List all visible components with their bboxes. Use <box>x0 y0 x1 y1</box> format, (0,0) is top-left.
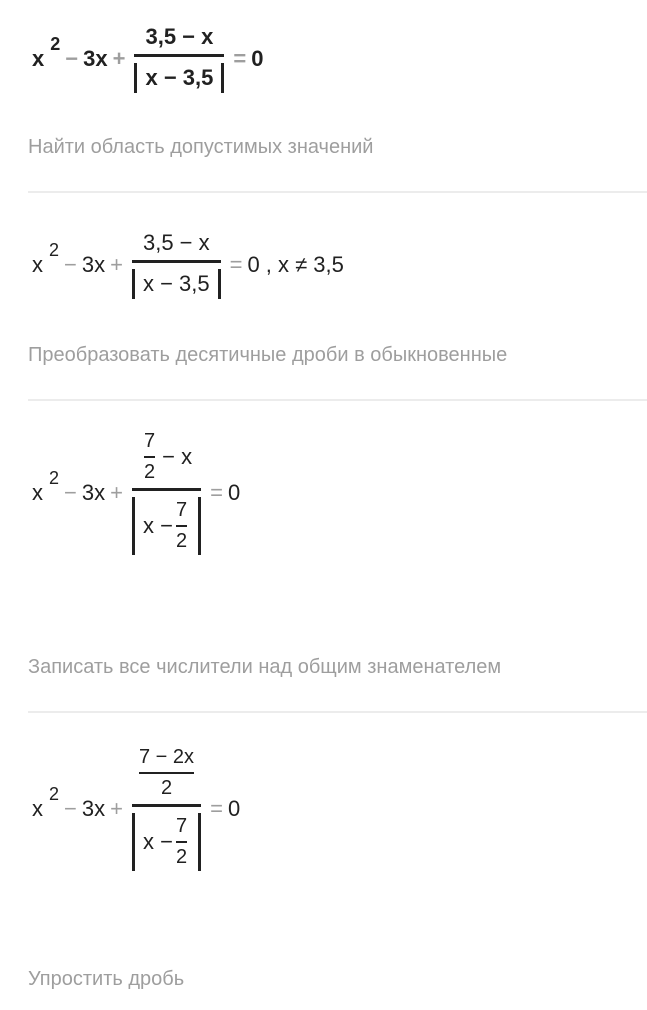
step-caption[interactable]: Упростить дробь <box>28 968 185 990</box>
fraction-bar <box>176 841 187 843</box>
term-3x: 3x <box>81 795 106 821</box>
numerator: 3,5 − x <box>142 230 210 255</box>
rhs-value: 0 <box>247 251 260 277</box>
fraction <box>134 24 224 93</box>
rhs-value: 0 <box>251 45 264 71</box>
term-3x: 3x <box>81 251 106 277</box>
numerator-fraction <box>144 430 155 484</box>
rhs-value: 0 <box>227 795 241 821</box>
step-caption[interactable]: Записать все числители над общим знаменателем <box>28 656 502 678</box>
denominator-fraction-top: 7 <box>175 499 188 521</box>
equals-sign: = <box>210 479 223 505</box>
denominator-fraction-bottom: 2 <box>175 846 188 868</box>
equation <box>32 24 263 93</box>
numerator-fraction <box>139 746 194 800</box>
fraction <box>132 746 201 871</box>
step-caption[interactable]: Найти область допустимых значений <box>28 136 374 158</box>
denominator-head: x − <box>142 513 173 538</box>
equation <box>32 230 344 299</box>
divider <box>28 191 647 193</box>
variable-x: x <box>32 45 45 71</box>
fraction-bar <box>132 488 201 491</box>
divider <box>28 711 647 713</box>
denominator: x − 3,5 <box>145 65 214 90</box>
minus-sign: − <box>64 479 77 505</box>
denominator-fraction-bottom: 2 <box>175 530 188 552</box>
denominator-fraction <box>176 499 187 553</box>
fraction <box>132 430 201 555</box>
equals-sign: = <box>229 251 243 277</box>
plus-sign: + <box>110 479 123 505</box>
variable-x: x <box>32 479 43 505</box>
fraction-bar <box>176 525 187 527</box>
fraction-bar <box>134 54 224 57</box>
numerator <box>141 430 192 484</box>
domain-condition: , x ≠ 3,5 <box>265 251 344 277</box>
denominator-fraction-top: 7 <box>175 815 188 837</box>
numerator-fraction-top: 7 − 2x <box>139 746 195 768</box>
numerator-fraction-bottom: 2 <box>143 461 156 483</box>
fraction <box>132 230 221 299</box>
fraction-bar <box>132 804 201 807</box>
exponent: 2 <box>49 240 60 260</box>
minus-sign: − <box>64 251 77 277</box>
minus-sign: − <box>65 45 79 71</box>
absolute-value <box>134 63 224 93</box>
absolute-value <box>132 813 201 871</box>
plus-sign: + <box>112 45 126 71</box>
exponent: 2 <box>49 468 60 488</box>
fraction-bar <box>144 456 155 458</box>
plus-sign: + <box>110 795 123 821</box>
absolute-value <box>132 269 221 299</box>
numerator-tail: − x <box>162 444 193 469</box>
variable-x: x <box>32 251 43 277</box>
numerator <box>136 746 197 800</box>
fraction-bar <box>139 772 194 774</box>
equation <box>32 746 240 871</box>
exponent: 2 <box>50 34 61 54</box>
equals-sign: = <box>210 795 223 821</box>
equation <box>32 430 240 555</box>
equals-sign: = <box>233 45 247 71</box>
term-3x: 3x <box>81 479 106 505</box>
fraction-bar <box>132 260 221 263</box>
rhs-value: 0 <box>227 479 241 505</box>
numerator-fraction-top: 7 <box>143 430 156 452</box>
minus-sign: − <box>64 795 77 821</box>
numerator-fraction-bottom: 2 <box>160 777 173 799</box>
absolute-value <box>132 497 201 555</box>
term-3x: 3x <box>83 45 108 71</box>
denominator: x − 3,5 <box>142 271 210 296</box>
denominator-fraction <box>176 815 187 869</box>
divider <box>28 399 647 401</box>
exponent: 2 <box>49 784 60 804</box>
denominator-head: x − <box>142 829 173 854</box>
variable-x: x <box>32 795 43 821</box>
step-caption[interactable]: Преобразовать десятичные дроби в обыкновенные <box>28 344 508 366</box>
numerator: 3,5 − x <box>145 24 214 49</box>
plus-sign: + <box>110 251 123 277</box>
